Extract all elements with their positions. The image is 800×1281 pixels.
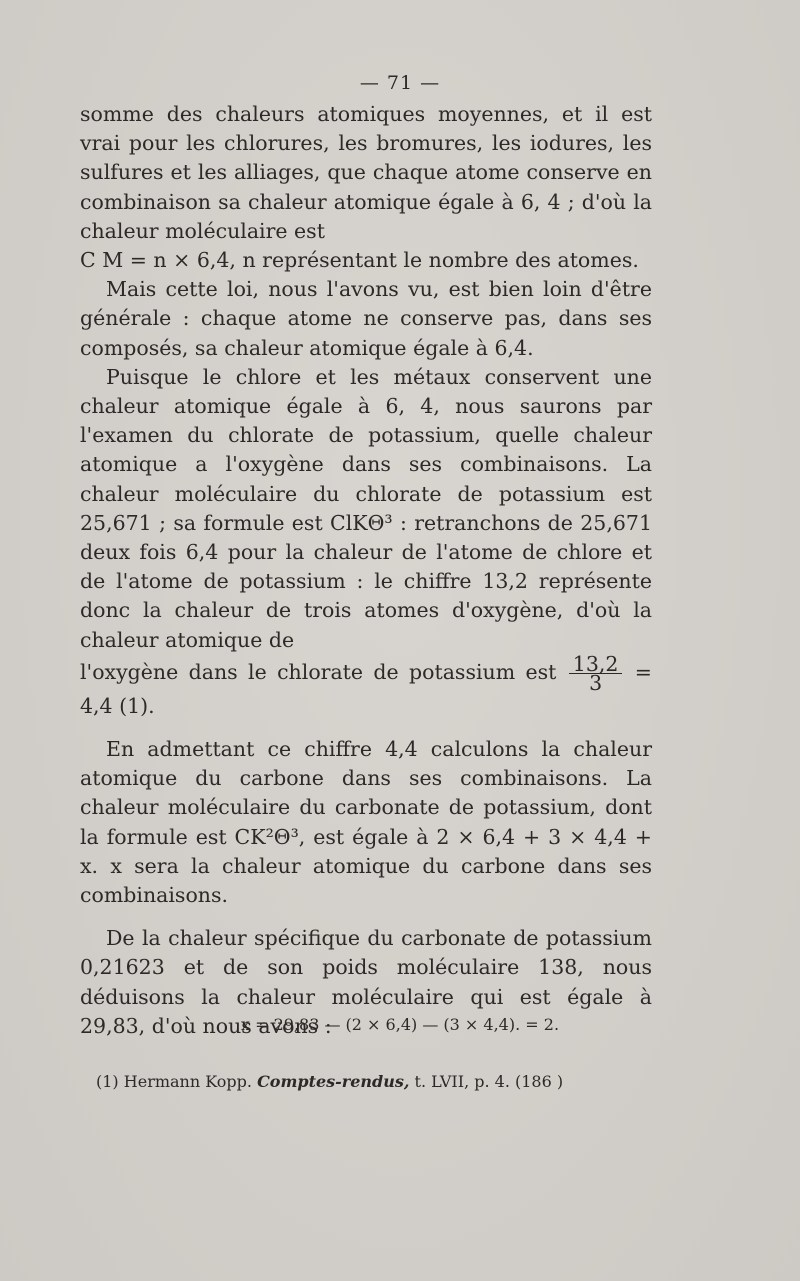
formula-cm: C M = n × 6,4, n représentant le nombre des atomes. [80, 248, 639, 273]
footnote [96, 1072, 696, 1091]
footnote-rest: t. LVII, p. 4. (186 ) [414, 1072, 564, 1091]
paragraph-3: Puisque le chlore et les métaux conservent une chaleur atomique égale à 6, 4, nous saurons par l'examen du chlorate de potassium, quelle chaleur atomique a l'oxygène dans ses combinaisons. La chaleur moléculaire du chlorate de potassium est 25,671 ; sa formule est ClKΘ³ : retranchons de 25,671 deux fois 6,4 pour la chaleur de l'atome de chlore et de l'atome de potassium : le chiffre 13,2 représente donc la chaleur de trois atomes d'oxygène, d'où la chaleur atomique de [80, 364, 652, 652]
paragraph-2: Mais cette loi, nous l'avons vu, est bien loin d'être générale : chaque atome ne conserve pas, dans ses composés, sa chaleur atomique égale à 6,4. [80, 277, 652, 360]
paragraph-1: somme des chaleurs atomiques moyennes, et il est vrai pour les chlorures, les bromures, les iodures, les sulfures et les alliages, que chaque atome conserve en combinaison sa chaleur atomique égale à 6, 4 ; d'où la chaleur moléculaire est [80, 102, 652, 243]
paragraph-3-last-line [80, 651, 652, 721]
page-number: — 71 — [359, 72, 441, 94]
equation: x = 29,83 — (2 × 6,4) — (3 × 4,4). = 2. [240, 1015, 560, 1034]
footnote-mark: (1) [96, 1072, 119, 1091]
last-line-text: l'oxygène dans le chlorate de potassium est [80, 659, 557, 684]
footnote-author: Hermann Kopp. [123, 1072, 252, 1091]
fraction-numerator: 13,2 [569, 655, 623, 674]
last-line-result: = 4,4 (1). [80, 659, 652, 718]
fraction-denominator: 3 [589, 670, 603, 695]
paragraph-5: De la chaleur spécifique du carbonate de potassium 0,21623 et de son poids moléculaire 138, nous déduisons la chaleur moléculaire qui est égale à 29,83, d'où nous avons : [80, 926, 652, 1038]
paragraph-4: En admettant ce chiffre 4,4 calculons la chaleur atomique du carbone dans ses combinaisons. La chaleur moléculaire du carbonate de potassium, dont la formule est CK²Θ³, est égale à 2 × 6,4 + 3 × 4,4 + x. x sera la chaleur atomique du carbone dans ses combinaisons. [80, 737, 652, 908]
footnote-title: Comptes-rendus, [257, 1072, 410, 1091]
body-text [80, 100, 652, 1041]
fraction [569, 651, 623, 695]
